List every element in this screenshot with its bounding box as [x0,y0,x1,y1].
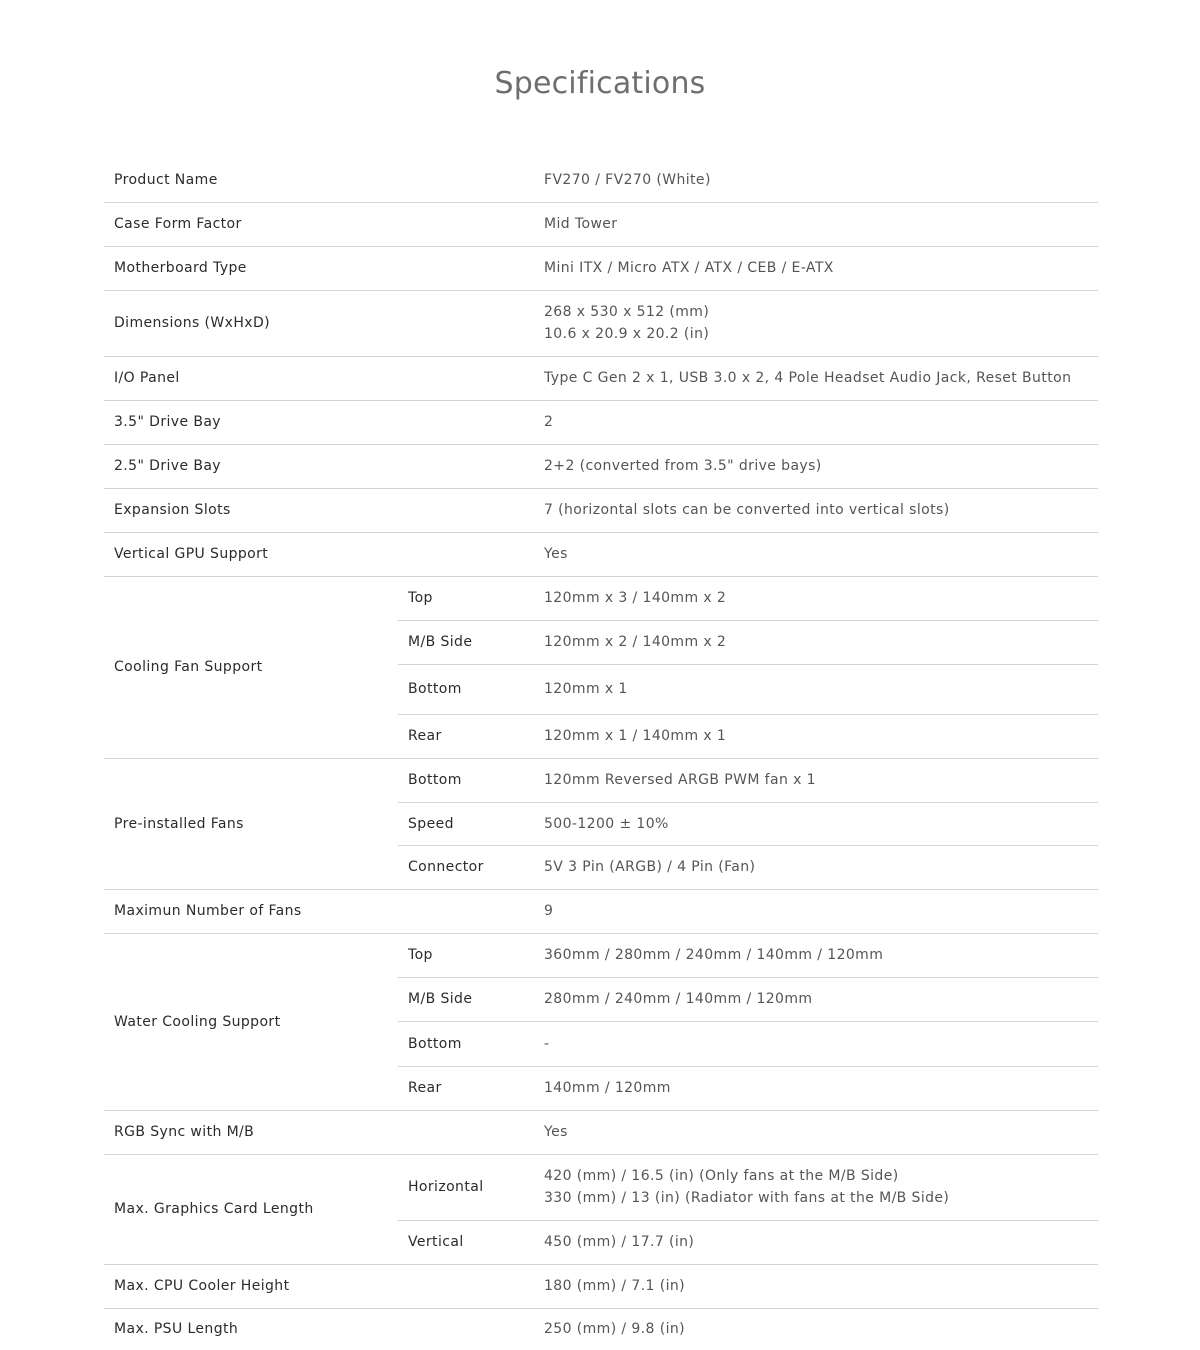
spec-value: 140mm / 120mm [544,1066,1098,1110]
spec-row-motherboard-type [104,246,1098,290]
spec-value-line: 268 x 530 x 512 (mm) [544,304,710,320]
spec-label: Vertical GPU Support [104,532,544,576]
spec-sublabel: Vertical [398,1220,544,1264]
spec-value: 450 (mm) / 17.7 (in) [544,1220,1098,1264]
spec-row-expansion-slots [104,488,1098,532]
spec-label: RGB Sync with M/B [104,1110,544,1154]
spec-row-cooling-fan [104,576,1098,620]
spec-value: FV270 / FV270 (White) [544,158,1098,202]
spec-value: 7 (horizontal slots can be converted into vertical slots) [544,488,1098,532]
spec-row-vertical-gpu [104,532,1098,576]
spec-sublabel: Rear [398,1066,544,1110]
spec-value: - [544,1021,1098,1066]
spec-value-line: 10.6 x 20.9 x 20.2 (in) [544,326,710,342]
spec-label: Motherboard Type [104,246,544,290]
spec-value: 120mm x 1 / 140mm x 1 [544,714,1098,758]
spec-value: Yes [544,532,1098,576]
spec-sublabel: M/B Side [398,620,544,664]
spec-label: Dimensions (WxHxD) [104,290,544,356]
spec-value: 2+2 (converted from 3.5" drive bays) [544,444,1098,488]
spec-label: 3.5" Drive Bay [104,400,544,444]
spec-row-io-panel [104,356,1098,400]
spec-sublabel: M/B Side [398,977,544,1021]
spec-label: Pre-installed Fans [104,758,398,889]
spec-row-max-fans [104,889,1098,933]
spec-value: 500-1200 ± 10% [544,802,1098,845]
spec-row-rgb-sync [104,1110,1098,1154]
spec-label: Product Name [104,158,544,202]
spec-sublabel: Connector [398,845,544,889]
spec-row-drive-bay-35 [104,400,1098,444]
spec-row-gpu-length [104,1154,1098,1220]
spec-sublabel: Horizontal [398,1154,544,1220]
spec-value: 2 [544,400,1098,444]
spec-value: 250 (mm) / 9.8 (in) [544,1321,685,1338]
spec-sublabel: Speed [398,802,544,845]
spec-row-cpu-cooler [104,1264,1098,1308]
spec-value [544,1154,1098,1220]
spec-value [544,290,1098,356]
specifications-table [104,158,1098,1350]
spec-value: Type C Gen 2 x 1, USB 3.0 x 2, 4 Pole Headset Audio Jack, Reset Button [544,356,1098,400]
spec-row-water-cooling [104,933,1098,977]
spec-value: 5V 3 Pin (ARGB) / 4 Pin (Fan) [544,845,1098,889]
spec-label: Cooling Fan Support [104,576,398,758]
spec-label: Max. Graphics Card Length [104,1154,398,1264]
spec-label: Maximun Number of Fans [104,889,544,933]
spec-value: 120mm Reversed ARGB PWM fan x 1 [544,758,1098,802]
spec-sublabel: Bottom [398,664,544,714]
spec-value-line: 420 (mm) / 16.5 (in) (Only fans at the M/B Side) [544,1168,899,1184]
page-title: Specifications [494,66,706,101]
spec-sublabel: Top [398,576,544,620]
spec-sublabel: Rear [398,714,544,758]
spec-sublabel: Top [398,933,544,977]
spec-sublabel: Bottom [398,758,544,802]
spec-value-line: 330 (mm) / 13 (in) (Radiator with fans at the M/B Side) [544,1190,950,1206]
spec-label: Expansion Slots [104,488,544,532]
spec-label: Max. PSU Length [114,1321,239,1338]
spec-row-psu-length [104,1308,1098,1350]
spec-value: 280mm / 240mm / 140mm / 120mm [544,977,1098,1021]
spec-value: 9 [544,889,1098,933]
spec-value: Yes [544,1110,1098,1154]
spec-label: I/O Panel [104,356,544,400]
spec-label: Water Cooling Support [104,933,398,1110]
spec-value: 120mm x 1 [544,664,1098,714]
spec-value: Mini ITX / Micro ATX / ATX / CEB / E-ATX [544,246,1098,290]
spec-row-case-form-factor [104,202,1098,246]
spec-row-preinstalled-fans [104,758,1098,802]
spec-value: 120mm x 2 / 140mm x 2 [544,620,1098,664]
spec-label: 2.5" Drive Bay [104,444,544,488]
spec-value: 180 (mm) / 7.1 (in) [544,1264,1098,1308]
spec-row-dimensions [104,290,1098,356]
spec-value: 360mm / 280mm / 240mm / 140mm / 120mm [544,933,1098,977]
spec-label: Max. CPU Cooler Height [104,1264,544,1308]
spec-value: Mid Tower [544,202,1098,246]
spec-value: 120mm x 3 / 140mm x 2 [544,576,1098,620]
spec-label: Case Form Factor [104,202,544,246]
spec-row-product-name [104,158,1098,202]
spec-row-drive-bay-25 [104,444,1098,488]
spec-sublabel: Bottom [398,1021,544,1066]
